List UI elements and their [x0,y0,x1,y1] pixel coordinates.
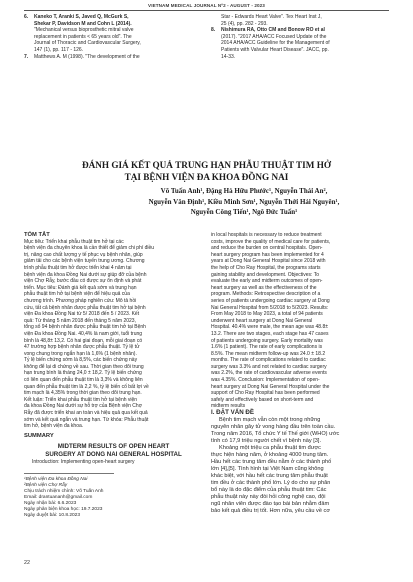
abstract-line: the help of Cho Ray Hospital, the programs starts [211,264,321,271]
abstract-line: quan đến phẫu thuật tim là 2,2 %, tỷ lệ biến cố bất lợi về [24,383,149,390]
abstract-line: surgery was 3.3% and not related to cardiac surgery [211,363,327,370]
page-number: 22 [24,560,30,566]
abstract-line: was 4.35%. Conclusion: Implementation of open- [211,377,320,384]
reference-line: Shekar P, Davidson M and Cohn L (2014). [34,20,132,27]
footnote-line: Ngày duyệt bài: 10.8.2023 [24,513,81,518]
tomtat-abstract [24,239,203,430]
abstract-line: 8.5%. The mean midterm follow-up was 24.0 ± 18.2 [211,350,326,357]
reference-line: Nishimura RA, Otto CM and Bonow RO et al [221,27,325,34]
abstract-line: 47 trường hợp bệnh nhân được phẫu thuật. Tỷ lệ tử [24,344,140,351]
body-line: phẫu thuật này này đòi hỏi công nghệ cao, đội [211,493,326,500]
journal-header: VIETNAM MEDICAL JOURNAL Nº2 - AUGUST - 2023 [148,3,265,8]
abstract-line: of patients undergoing surgery. Early mortality was [211,337,323,344]
abstract-line: bệnh viện đa chuyên khoa là cần thiết để giảm chi phí điều [24,245,155,252]
reference-line: Matthews A. M (1998). "The development of the [34,53,140,60]
footnote-divider [24,473,114,474]
reference-line: Kaneko T, Aranki S, Javed Q, McGurk S, [34,14,129,20]
abstract-line: gaining stability and development. Objectives: To [211,271,320,278]
author-list [96,186,392,218]
summary-title-line: SURGERY AT DONG NAI GENERAL HOSPITAL [45,451,182,459]
reference-line: replacement in patients < 65 years old". The [34,33,132,40]
abstract-line: vong chung trong ngắn hạn là 1,6% (1 bệnh nhân). [24,350,137,357]
reference-item [24,54,203,61]
header-divider [24,10,389,11]
reference-line: 25 (4), pp. 282 - 293. [221,20,268,27]
author-line: Nguyễn Văn Định¹, Kiều Minh Sơn¹, Nguyễn Thới Hải Nguyên¹, [148,197,340,206]
abstract-line: trị, nâng cao chất lượng y tế phục vụ bệnh nhân, giúp [24,251,143,258]
abstract-line: sớm và kết quả ngắn và trung hạn. Từ khóa: Phẫu thuật [24,416,149,423]
abstract-line: midterm results [211,403,246,410]
body-line: nguyên nhân gây tử vong hàng đầu trên toàn cầu. [211,423,336,430]
abstract-line: giảm tải cho các bệnh viện tuyến trung ương. Chương [24,258,145,265]
abstract-line: tổng số 94 bệnh nhân được phẫu thuật tim hở tại Bệnh [24,324,146,331]
abstract-line: Hospital. 40.4% were male, the mean age was 48.8± [211,324,328,331]
reference-line: 2014 AHA/ACC Guideline for the Management of [221,40,330,47]
summary-title [24,443,203,459]
body-line: Trong năm 2016, Tổ chức Y tế Thế giới (WHO) ước [211,430,340,437]
reference-number: 6. [24,14,29,20]
reference-line: 147 (1), pp. 117 - 126. [34,46,84,53]
left-column [24,232,203,519]
footnote-line: Chịu trách nhiệm chính: Võ Tuấn Anh [24,489,104,494]
abstract-line: months. The rate of complications related to cardiac [211,357,326,364]
body-line: lớn [4],[5]. Tình hình tại Việt Nam cũng không [211,465,324,472]
body-line: Khoảng một triệu ca phẫu thuật tim được [219,444,321,451]
reference-line: Journal of Thoracic and Cardiovascular Surgery, [34,40,141,47]
abstract-line: hạn trung bình là tháng 24,0 ± 18,2. Tỷ lệ biến chứng [24,370,142,377]
abstract-line: đa khoa Đồng Nai dưới sự hỗ trợ của Bệnh viện Chợ [24,403,142,410]
abstract-line: có liên quan đến phẫu thuật tim là 3,3% và không liên [24,377,143,384]
section-body [211,417,389,515]
author-line: Nguyễn Công Tiến¹, Ngô Đức Tuấn¹ [190,208,298,216]
abstract-line: in local hospitals is necessary to reduce treatment [211,232,322,238]
abstract-line: viện Đa khoa Đồng Nai. 40,4% là nam giới, tuổi trung [24,330,143,337]
abstract-line: series of patients undergoing cardiac surgery at Dong [211,297,330,304]
abstract-line: heart surgery as well as the effectiveness of the [211,284,317,291]
abstract-line: Kết luận: Triển khai phẫu thuật tim hở tại bệnh viện [24,396,138,403]
reference-line: Star - Edwards Heart Valve". Tex Heart Inst J, [221,14,322,20]
abstract-line: From May 2018 to May 2023, a total of 94 patients [211,311,323,318]
abstract-line: phẫu thuật tim hở tại bệnh viện để hiệu quả của [24,291,130,298]
right-column [211,232,389,515]
references-right [211,14,389,60]
abstract-line: trình phẫu thuật tim hở được triển khai 4 năm tại [24,264,132,271]
abstract-line: years at Dong Nai General Hospital since 2018 with [211,258,326,265]
footnote-line: Ngày phản biện khoa học: 19.7.2023 [24,507,103,512]
reference-line: "Mechanical versus bioprosthetic mitral valve [34,27,134,34]
abstract-line: viện Chợ Rẫy, bước đầu có được sự ổn định và phát [24,278,142,285]
summary-intro: Introduction: Implementing open-heart surgery [32,459,135,466]
abstract-line: safely and effectively based on short-term and [211,396,314,403]
reference-item [211,14,389,27]
body-line: tính có 17,9 triệu người chết vì bệnh này [3]. [211,437,322,444]
body-line: tim đều ở các thành phố lớn. Lý do cho sự phân [211,479,331,486]
article-title-line: ĐÁNH GIÁ KẾT QUẢ TRUNG HẠN PHẪU THUẬT TIM HỞ [81,160,332,170]
abstract-line: costs, improve the quality of medical care for patients, [211,238,331,245]
footnote-line: ²Bệnh viện Chợ Rẫy [24,483,68,488]
abstract-line: chương trình. Phương pháp nghiên cứu: Mô tả hồi [24,297,137,304]
footnote-line: Ngày nhận bài: 6.6.2023 [24,501,77,506]
body-line: Hầu hết các trung tâm đều nằm ở các thành phố [211,458,332,465]
abstract-line: Nai General Hospital from 5/2018 to 5/2023. Results: [211,304,329,311]
summary-heading: SUMMARY [24,432,54,439]
summary-title-line: MIDTERM RESULTS OF OPEN HEART [57,443,170,451]
abstract-line: underwent heart surgery at Dong Nai General [211,317,313,324]
abstract-line: tim mạch là 4,35% trong thời gian theo dõi trung hạn. [24,390,142,397]
abstract-line: support of Cho Ray Hospital has been performed [211,390,320,397]
footnotes [24,477,203,519]
abstract-line: heart surgery at Dong Nai General Hospital under the [211,383,330,390]
abstract-line: was 2.2%, the rate of cardiovascular adverse events [211,370,327,377]
abstract-line: không để lại di chứng về sau. Thời gian theo dõi trung [24,363,144,370]
abstract-line: Rẫy đã được triển khai an toàn và hiệu quả qua kết quả [24,410,148,417]
reference-number: 8. [211,27,216,34]
abstract-line: cứu, tất cả bệnh nhân được phẫu thuật tim hở tại bệnh [24,304,146,311]
references-left [24,14,203,60]
article-title [30,159,383,183]
abstract-line: triển. Mục tiêu: Đánh giá kết quả sớm và trung hạn [24,284,137,291]
abstract-line: and reduce the burden on central hospitals. Open- [211,245,323,252]
reference-item [211,27,389,60]
abstract-line: Mục tiêu: Triển khai phẫu thuật tim hở tại các [24,238,124,245]
abstract-line: bình là 48,8± 13,2. Có hai giai đoạn, mỗi giai đoạn có [24,337,143,344]
reference-number: 7. [24,53,29,60]
body-line: bảo kết quả điều trị tốt. Hơn nữa, yêu cầu về cơ [211,507,330,514]
reference-line: 14-33. [221,53,236,60]
body-line: khác biệt, với hầu hết các trung tâm phẫu thuật [211,472,328,479]
reference-number [211,14,221,27]
body-line: Bệnh tim mạch vẫn còn một trong những [219,416,321,423]
tomtat-heading: TÓM TẮT [24,232,50,238]
body-line: thực hiện hàng năm, ở khoảng 4000 trung tâm. [211,451,329,458]
abstract-line: viện Đa khoa Đồng Nai từ 5/ 2018 đến 5 / 2023. Kết [24,311,140,318]
author-line: Võ Tuấn Anh¹, Đặng Hà Hữu Phước¹, Nguyễn Thái An², [160,187,328,195]
abstract-line: program. Methods: Retrospective description of a [211,291,321,298]
abstract-line: evaluate the early and midterm outcomes of open- [211,278,323,285]
footnote-line: Email: drantuananh@gmail.com [24,495,93,500]
abstract-line: heart surgery program has been implemented for 4 [211,251,324,258]
reference-item [24,14,203,54]
abstract-line: quả: Từ tháng 5 năm 2018 đến tháng 5 năm 2023, [24,317,136,324]
abstract-line: Tỷ lệ biến chứng sớm là 8,5%, các biến chứng này [24,357,138,364]
abstract-line: tim hở, bệnh viện đa khoa. [24,423,84,430]
english-abstract [211,232,389,410]
abstract-line: 13.2. There are two stages, each stage has 47 cases [211,330,329,337]
body-line: ngũ nhân viên được đào tạo bài bản nhằm đảm [211,500,330,507]
abstract-line: bệnh viện đa khoa Đồng Nai dưới sự giúp đỡ của bệnh [24,271,147,278]
section-heading: I. ĐẶT VẤN ĐỀ [211,409,254,417]
article-title-line: TẠI BỆNH VIỆN ĐA KHOA ĐỒNG NAI [124,172,289,182]
footnote-line: ¹Bệnh viện Đa khoa Đồng Nai [24,477,88,482]
reference-line: (2017). "2017 AHA/ACC Focused Update of the [221,33,327,40]
reference-line: Patients with Valvular Heart Disease". JACC, pp. [221,46,329,53]
body-line: bổ này là do đặc điểm của phẫu thuật tim: Các [211,486,327,493]
abstract-line: 1.6% (1 patient). The rate of early complications is [211,344,323,351]
